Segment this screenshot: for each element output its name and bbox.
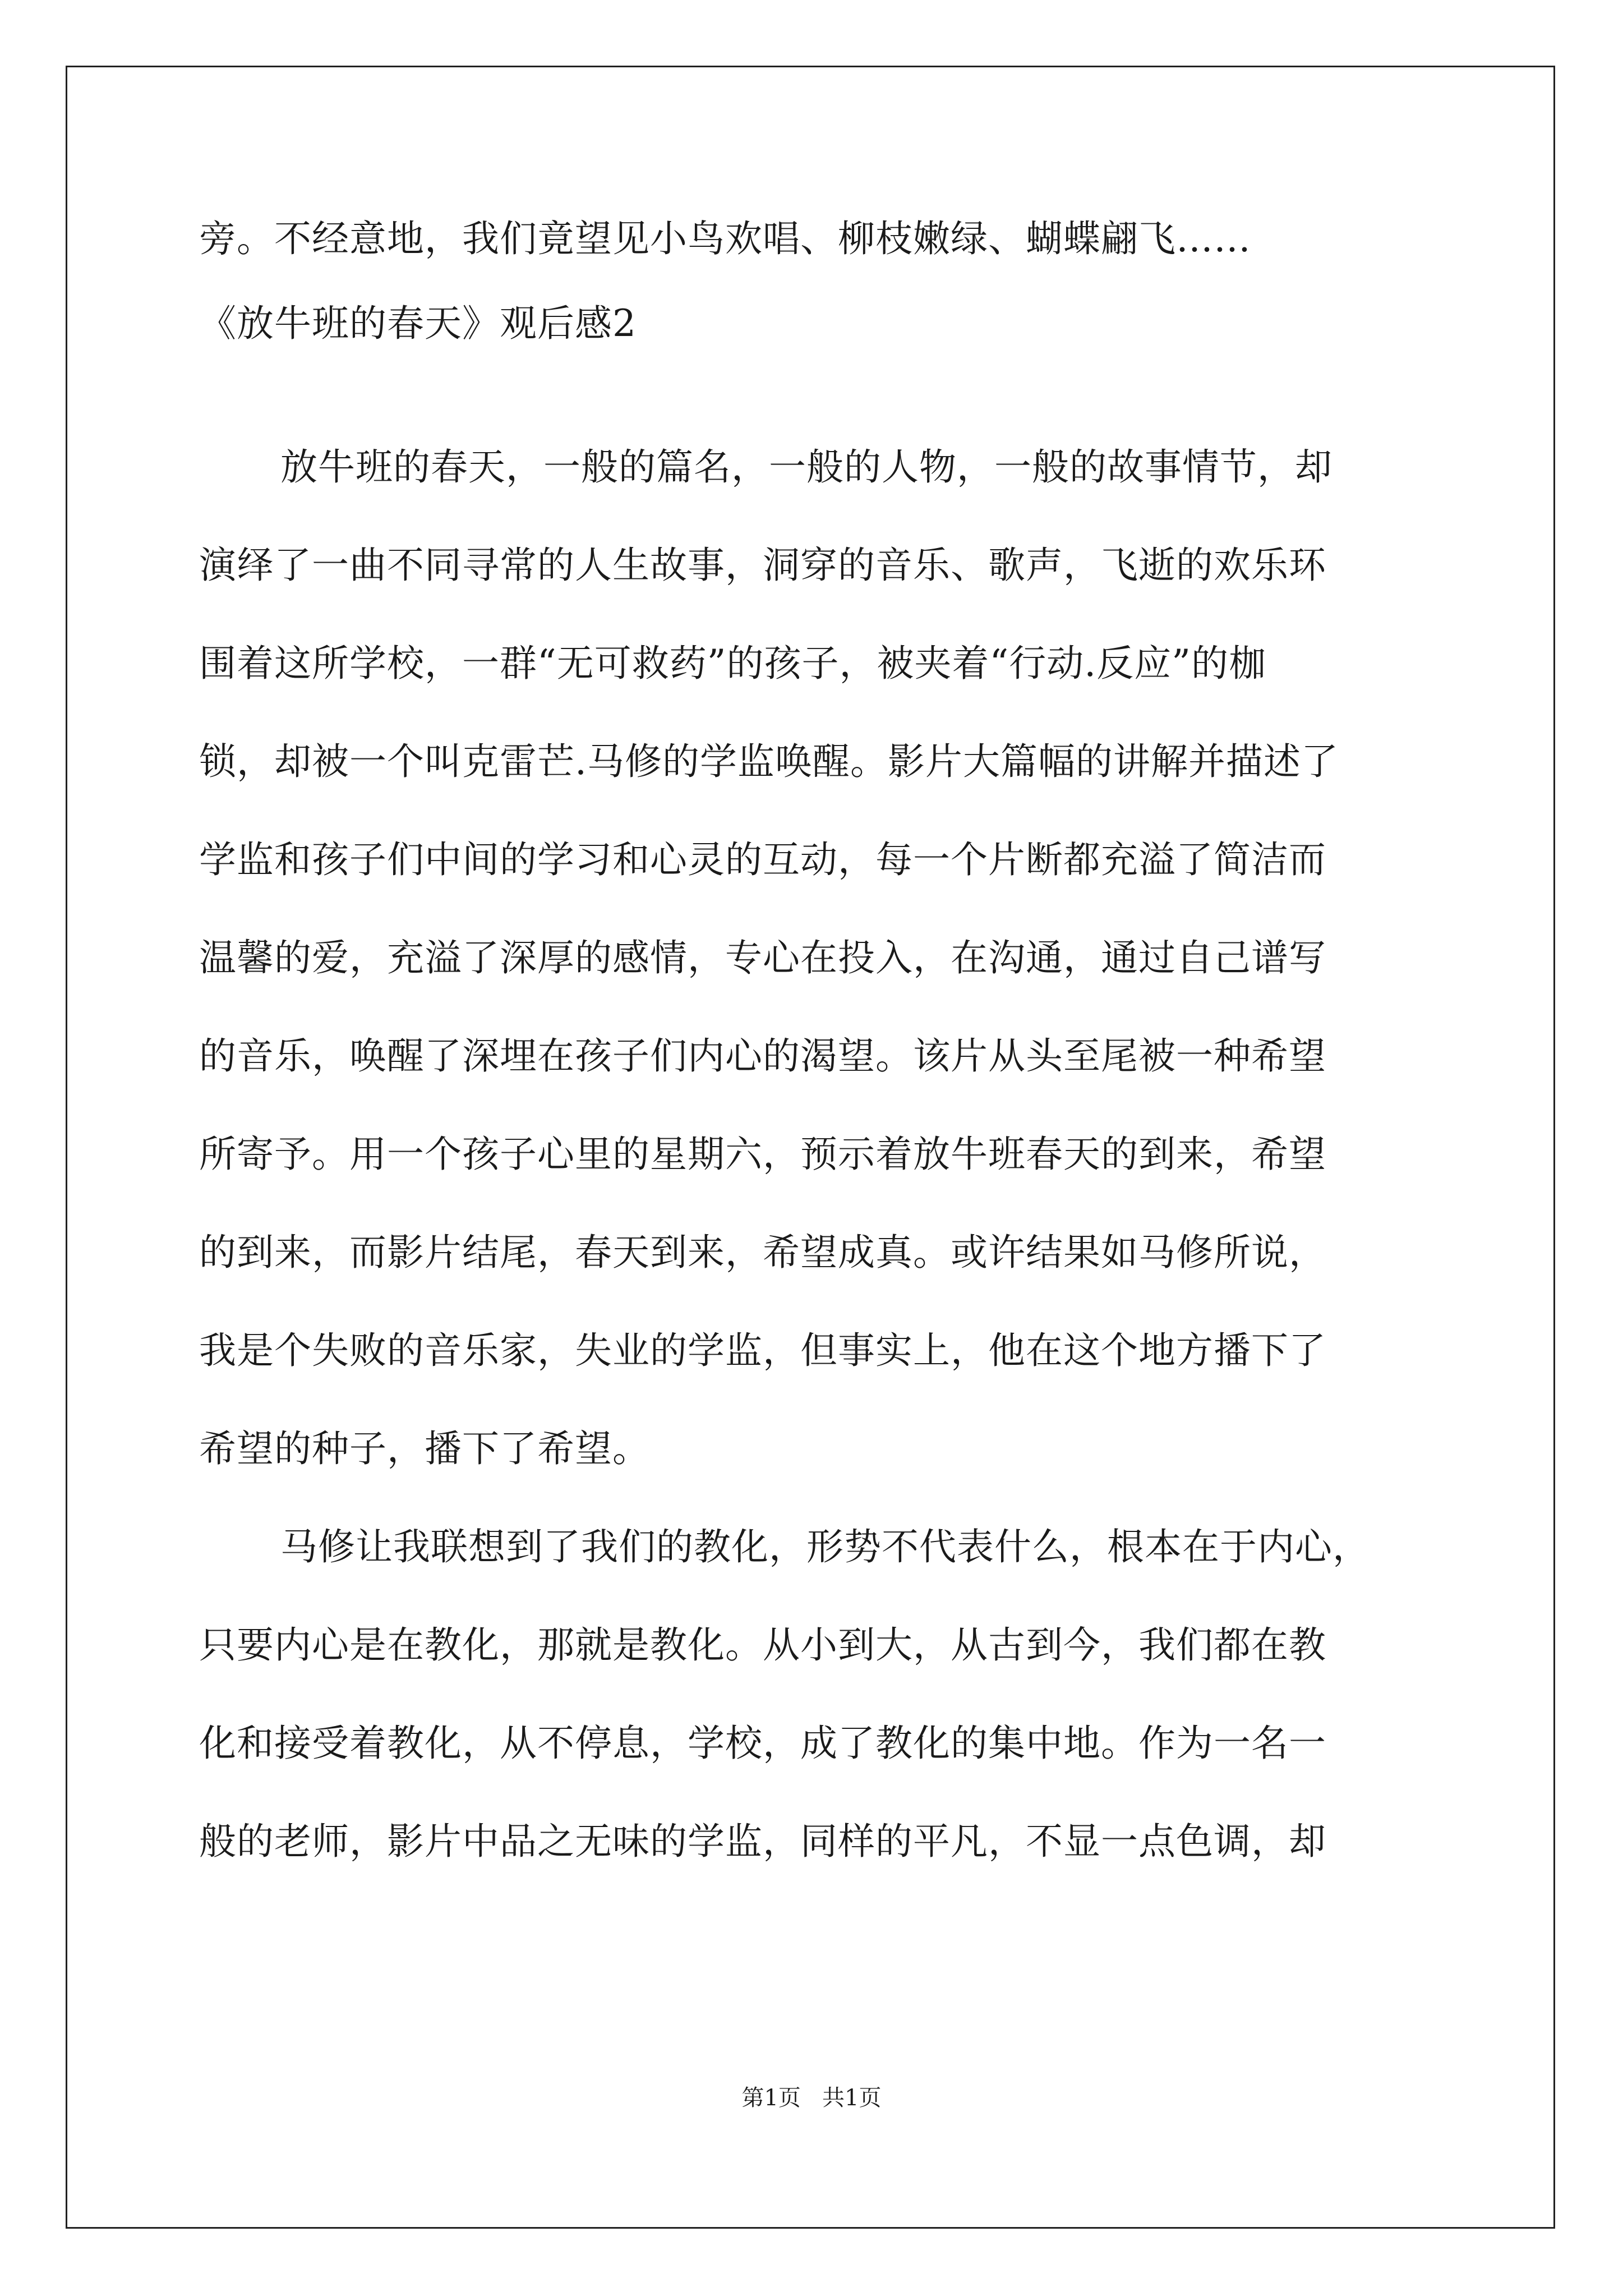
text-line-4: 演绎了一曲不同寻常的人生故事，洞穿的音乐、歌声，飞逝的欢乐环	[199, 544, 1326, 587]
text-line-6: 锁，却被一个叫克雷芒.马修的学监唤醒。影片大篇幅的讲解并描述了	[199, 740, 1339, 783]
text-line-13: 希望的种子，播下了希望。	[199, 1427, 650, 1470]
text-line-1: 旁。不经意地，我们竟望见小鸟欢唱、柳枝嫩绿、蝴蝶翩飞……	[199, 217, 1251, 260]
text-line-11: 的到来，而影片结尾，春天到来，希望成真。或许结果如马修所说，	[199, 1231, 1326, 1274]
text-line-8: 温馨的爱，充溢了深厚的感情，专心在投入，在沟通，通过自己谱写	[199, 936, 1326, 979]
text-line-15: 只要内心是在教化，那就是教化。从小到大，从古到今，我们都在教	[199, 1623, 1326, 1667]
section-heading: 《放牛班的春天》观后感2	[199, 302, 637, 345]
page-footer: 第1页 共1页	[741, 2085, 882, 2111]
text-line-14: 马修让我联想到了我们的教化，形势不代表什么，根本在于内心，	[280, 1525, 1370, 1568]
text-line-3: 放牛班的春天，一般的篇名，一般的人物，一般的故事情节，却	[280, 445, 1332, 489]
text-line-9: 的音乐，唤醒了深埋在孩子们内心的渴望。该片从头至尾被一种希望	[199, 1034, 1326, 1078]
text-line-7: 学监和孩子们中间的学习和心灵的互动，每一个片断都充溢了简洁而	[199, 838, 1326, 881]
text-line-16: 化和接受着教化，从不停息，学校，成了教化的集中地。作为一名一	[199, 1722, 1326, 1765]
text-line-5: 围着这所学校，一群“无可救药”的孩子，被夹着“行动.反应”的枷	[199, 642, 1266, 685]
text-line-12: 我是个失败的音乐家，失业的学监，但事实上，他在这个地方播下了	[199, 1329, 1326, 1372]
text-line-10: 所寄予。用一个孩子心里的星期六，预示着放牛班春天的到来，希望	[199, 1133, 1326, 1176]
text-line-17: 般的老师，影片中品之无味的学监，同样的平凡，不显一点色调，却	[199, 1820, 1326, 1863]
